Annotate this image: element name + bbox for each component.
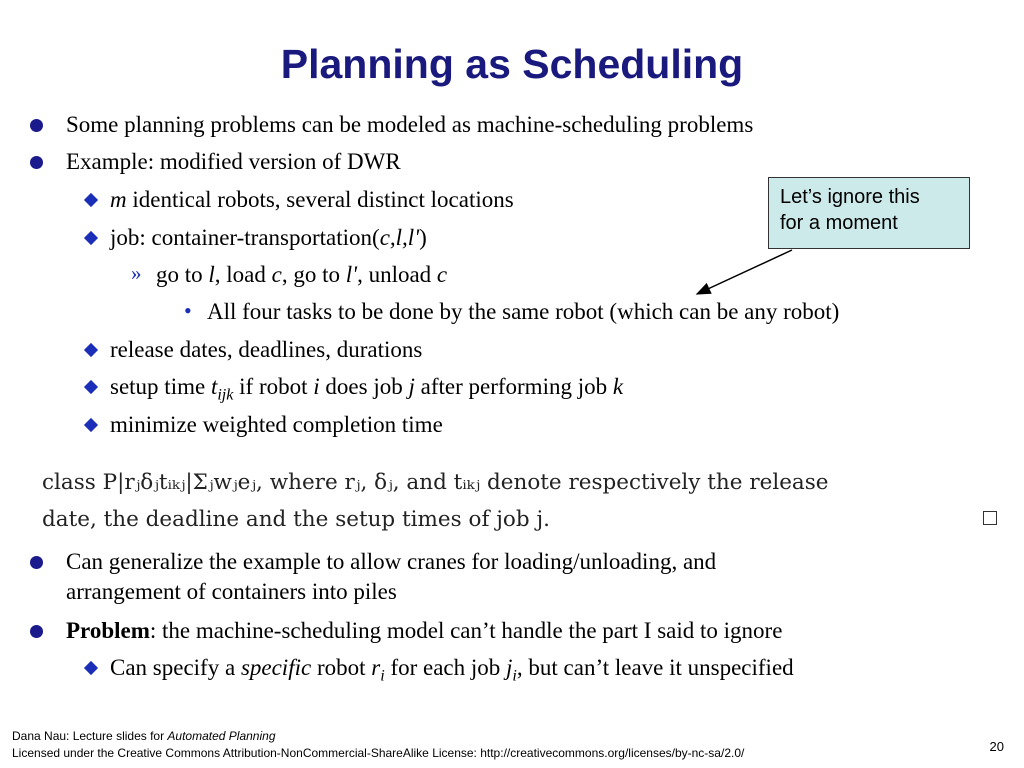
math-var: t [210, 374, 218, 399]
math-subscript: i [380, 667, 385, 685]
small-bullet-icon: • [184, 298, 192, 323]
emphasis: specific [240, 655, 312, 680]
bullet-text: arrangement of containers into piles [66, 579, 397, 604]
diamond-bullet-icon [84, 661, 98, 675]
bullet-text: Example: modified version of DWR [66, 149, 401, 174]
math-var: c [436, 262, 448, 287]
bullet-text [66, 616, 782, 646]
text-run: , go to [281, 262, 346, 287]
math-var: c [271, 262, 282, 287]
bullet-text [156, 260, 447, 290]
bold-term: Problem [66, 618, 150, 643]
slide-title: Planning as Scheduling [280, 41, 744, 87]
bullet-dot-icon [30, 119, 43, 132]
math-var: m [110, 187, 127, 212]
bullet-text: minimize weighted completion time [110, 412, 443, 437]
math-var: r [371, 655, 381, 680]
diamond-bullet-icon [84, 231, 98, 245]
math-var: l [208, 262, 215, 287]
math-var: l' [345, 262, 358, 287]
qed-box-icon [983, 511, 997, 525]
bullet-dot-icon [30, 156, 43, 169]
text-run: if robot [233, 374, 314, 399]
text-run: Dana Nau: Lecture slides for [12, 729, 168, 743]
text-run: identical robots, several distinct locations [126, 187, 514, 212]
math-var: i [313, 374, 320, 399]
bullet-dot-icon [30, 556, 43, 569]
raquo-bullet-icon: » [131, 261, 142, 285]
bullet-text: All four tasks to be done by the same robot (which can be any robot) [207, 299, 840, 324]
math-var: k [612, 374, 624, 399]
math-excerpt-line: class P|rⱼδⱼtᵢₖⱼ|Σⱼwⱼeⱼ, where rⱼ, δⱼ, and tᵢₖⱼ denote respectively the release [42, 470, 829, 495]
text-run: job: container-transportation( [110, 225, 380, 250]
page-number: 20 [989, 739, 1004, 754]
text-run: for each job [384, 655, 507, 680]
diamond-bullet-icon [84, 418, 98, 432]
book-title: Automated Planning [167, 729, 276, 743]
footer-license: Licensed under the Creative Commons Attribution-NonCommercial-ShareAlike License: http://creativecommons.org/licenses/by-nc-sa/2.0/ [12, 746, 745, 760]
math-var: c,l,l' [379, 225, 420, 250]
math-subscript: ijk [217, 386, 234, 404]
bullet-dot-icon [30, 625, 43, 638]
bullet-text [110, 372, 623, 411]
bullet-text: release dates, deadlines, durations [110, 337, 423, 362]
bullet-text [110, 185, 514, 215]
text-run: does job [319, 374, 409, 399]
bullet-text: Can generalize the example to allow cranes for loading/unloading, and [66, 549, 717, 574]
diamond-bullet-icon [84, 380, 98, 394]
text-run: ) [419, 225, 427, 250]
text-run: robot [311, 655, 372, 680]
math-excerpt-line: date, the deadline and the setup times of job j. [42, 507, 550, 532]
callout-line: Let’s ignore this [780, 186, 920, 208]
math-var: j [506, 655, 513, 680]
callout-line: for a moment [780, 212, 898, 234]
diamond-bullet-icon [84, 193, 98, 207]
text-run: Can specify a [110, 655, 241, 680]
math-subscript: i [512, 667, 517, 685]
text-run: , unload [357, 262, 437, 287]
text-run: , but can’t leave it unspecified [516, 655, 794, 680]
bullet-text: Some planning problems can be modeled as machine-scheduling problems [66, 112, 754, 137]
footer-author [12, 728, 276, 744]
callout-box [768, 177, 970, 249]
text-run: : the machine-scheduling model can’t handle the part I said to ignore [149, 618, 783, 643]
text-run: after performing job [414, 374, 613, 399]
text-run: setup time [110, 374, 211, 399]
math-var: j [408, 374, 415, 399]
bullet-text [110, 223, 427, 253]
bullet-text [110, 653, 794, 692]
text-run: , load [214, 262, 272, 287]
diamond-bullet-icon [84, 343, 98, 357]
text-run: go to [156, 262, 209, 287]
